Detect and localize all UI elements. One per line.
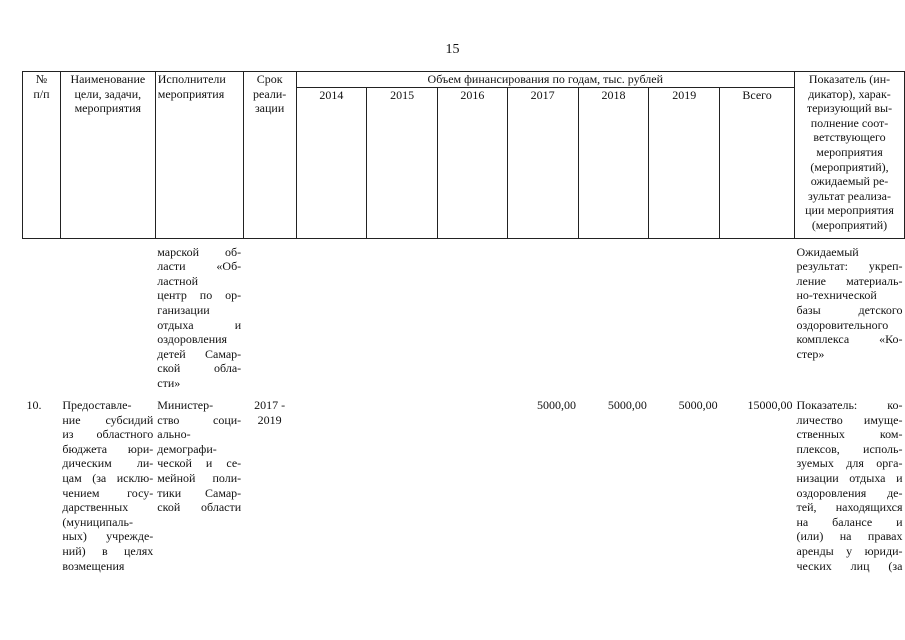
header-name: Наименование цели, задачи, мероприятия: [60, 72, 155, 239]
row-value-2014: [296, 398, 367, 573]
row-term: [243, 238, 296, 398]
row-value-2017: [507, 238, 578, 398]
row-value-total: [720, 238, 795, 398]
table-row: [23, 238, 905, 398]
row-value-2015: [367, 238, 438, 398]
row-term: 2017 - 2019: [254, 398, 286, 427]
header-year-2018: 2018: [578, 87, 649, 238]
row-indicator: Ожидаемый результат: укреп- ление материаль- но-технической базы детского оздоровительного комплекса «Ко- стер»: [796, 244, 903, 361]
header-funding: Объем финансирования по годам, тыс. рублей: [296, 72, 794, 88]
header-year-2017: 2017: [507, 87, 578, 238]
header-executors: Исполнители мероприятия: [155, 72, 243, 239]
row-value-2019: 5000,00: [678, 398, 718, 413]
header-no: № п/п: [23, 72, 61, 239]
header-year-2015: 2015: [367, 87, 438, 238]
row-value-2016: [438, 238, 508, 398]
header-year-2016: 2016: [438, 87, 508, 238]
row-name: Предоставле- ние субсидий из областного бюджета юри- дическим ли- цам (за исклю- чением госу- дарственных (муниципаль- ных) учрежде- ний) в целях возмещения: [62, 398, 154, 573]
header-total: Всего: [720, 87, 795, 238]
row-value-2019: [649, 238, 720, 398]
row-value-2014: [296, 238, 367, 398]
row-value-2018: [578, 238, 649, 398]
header-indicator: Показатель (ин- дикатор), харак- теризующий вы- полнение соот- ветствующего мероприятия (мероприятий), ожидаемый ре- зультат реализа- ции мероприятия (мероприятий): [795, 72, 905, 239]
row-value-2017: 5000,00: [537, 398, 577, 413]
header-term: Срок реали- зации: [243, 72, 296, 239]
row-no: [23, 238, 61, 398]
program-table: [22, 71, 905, 573]
table-row: [23, 398, 905, 573]
row-value-2016: [438, 398, 508, 573]
row-indicator: Показатель: ко- личество имуще- ственных ком- плексов, исполь- зуемых для орга- низации отдыха и оздоровления де- тей, находящихся на балансе и (или) на правах аренды у юриди- ческих лиц (за: [796, 398, 903, 573]
row-executors: марской об- ласти «Об- ластной центр по ор- ганизации отдыха и оздоровления детей Самар- ской обла- сти»: [157, 244, 242, 390]
header-year-2019: 2019: [649, 87, 720, 238]
row-name: [60, 238, 155, 398]
page-number: 15: [445, 42, 460, 57]
header-year-2014: 2014: [296, 87, 367, 238]
row-value-2018: 5000,00: [607, 398, 647, 413]
row-value-total: 15000,00: [747, 398, 793, 413]
row-executors: Министер- ство соци- ально- демографи- ческой и се- мейной поли- тики Самар- ской области: [157, 398, 242, 515]
row-value-2015: [367, 398, 438, 573]
row-no: 10.: [26, 398, 42, 413]
